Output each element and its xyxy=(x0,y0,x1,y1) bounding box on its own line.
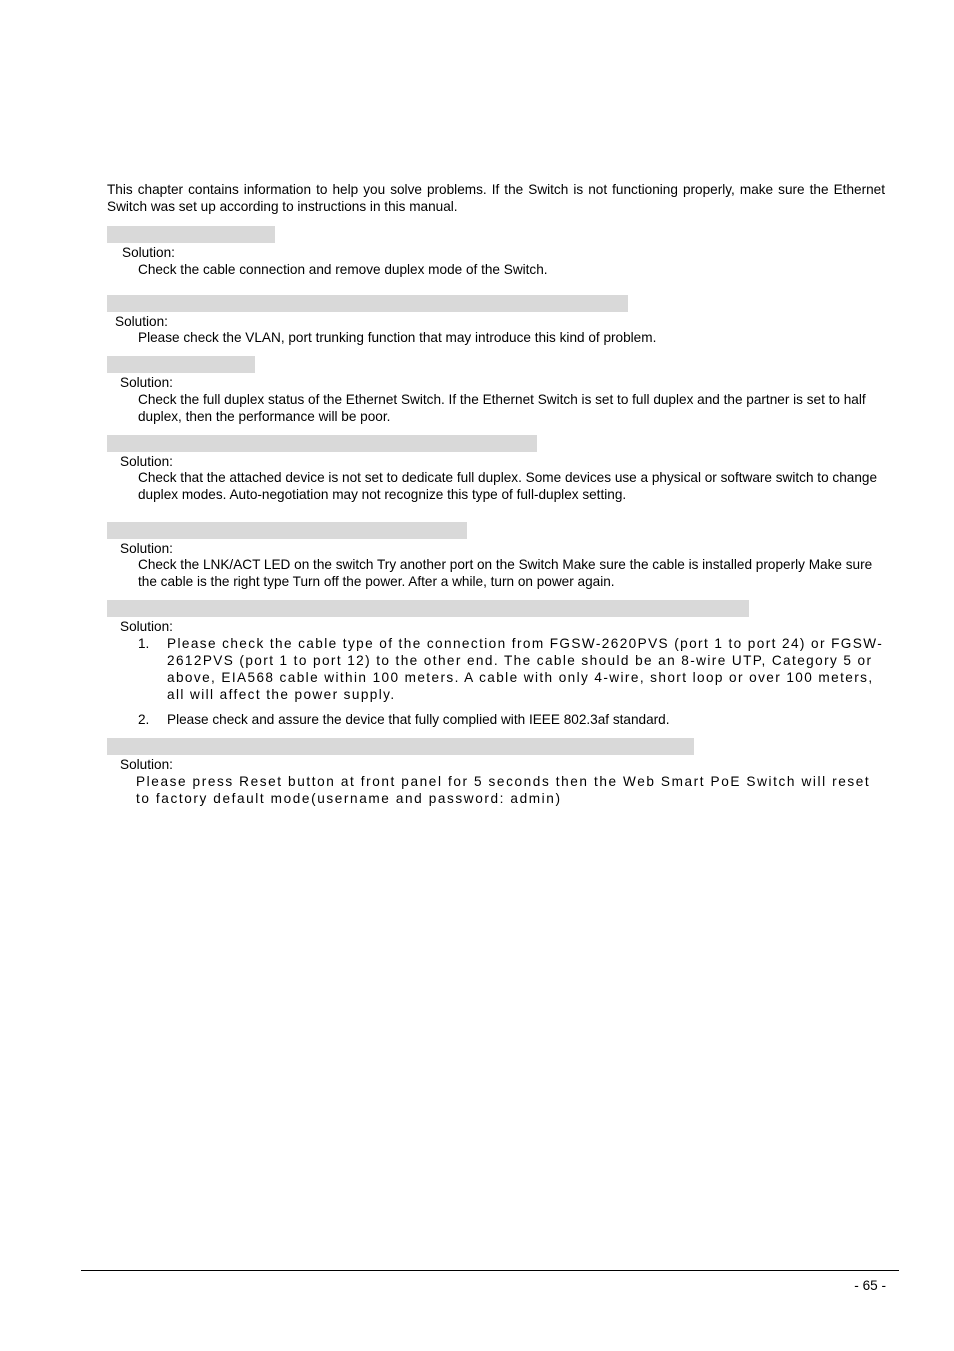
problem-heading-3 xyxy=(107,356,255,373)
problem-heading-1 xyxy=(107,226,275,243)
solution-label-5: Solution: xyxy=(120,541,173,556)
problem-heading-7 xyxy=(107,738,694,755)
problem-heading-2 xyxy=(107,295,628,312)
solution-text-5: Check the LNK/ACT LED on the switch Try another port on the Switch Make sure the cable is installed properly Make sure the cable is the right type Turn off the power. After a while, turn on power again. xyxy=(138,557,873,589)
page-number: - 65 - xyxy=(854,1278,886,1293)
problem-heading-6 xyxy=(107,600,749,617)
intro-paragraph: This chapter contains information to help you solve problems. If the Switch is not functioning properly, make sure the Ethernet Switch was set up according to instructions in this manual. xyxy=(107,182,885,214)
solution-label-4: Solution: xyxy=(120,454,173,469)
solution-text-4: Check that the attached device is not set to dedicate full duplex. Some devices use a physical or software switch to change duplex modes. Auto-negotiation may not recognize this type of full-duplex setting. xyxy=(138,470,878,502)
list-number-1: 1. xyxy=(138,636,150,651)
solution-text-7: Please press Reset button at front panel for 5 seconds then the Web Smart PoE Switch will reset to factory default mode(username and password: admin) xyxy=(136,774,871,806)
solution-text-3: Check the full duplex status of the Ethernet Switch. If the Ethernet Switch is set to full duplex and the partner is set to half duplex, then the performance will be poor. xyxy=(138,392,866,424)
solution-text-2: Please check the VLAN, port trunking function that may introduce this kind of problem. xyxy=(138,330,657,345)
solution-label-3: Solution: xyxy=(120,375,173,390)
solution-label-1: Solution: xyxy=(122,245,175,260)
list-number-2: 2. xyxy=(138,712,150,727)
footer-rule xyxy=(81,1270,899,1271)
solution-label-2: Solution: xyxy=(115,314,168,329)
problem-heading-4 xyxy=(107,435,537,452)
solution-label-7: Solution: xyxy=(120,757,173,772)
list-item-2: Please check and assure the device that fully complied with IEEE 802.3af standard. xyxy=(167,712,670,727)
solution-text-1: Check the cable connection and remove duplex mode of the Switch. xyxy=(138,262,548,277)
list-item-1: Please check the cable type of the connection from FGSW-2620PVS (port 1 to port 24) or FGSW-2612PVS (port 1 to port 12) to the other end. The cable should be an 8-wire UTP, Category 5 or above, EIA568 cable within 100 meters. A cable with only 4-wire, short loop or over 100 meters, all will affect the power supply. xyxy=(167,636,884,702)
solution-label-6: Solution: xyxy=(120,619,173,634)
problem-heading-5 xyxy=(107,522,467,539)
